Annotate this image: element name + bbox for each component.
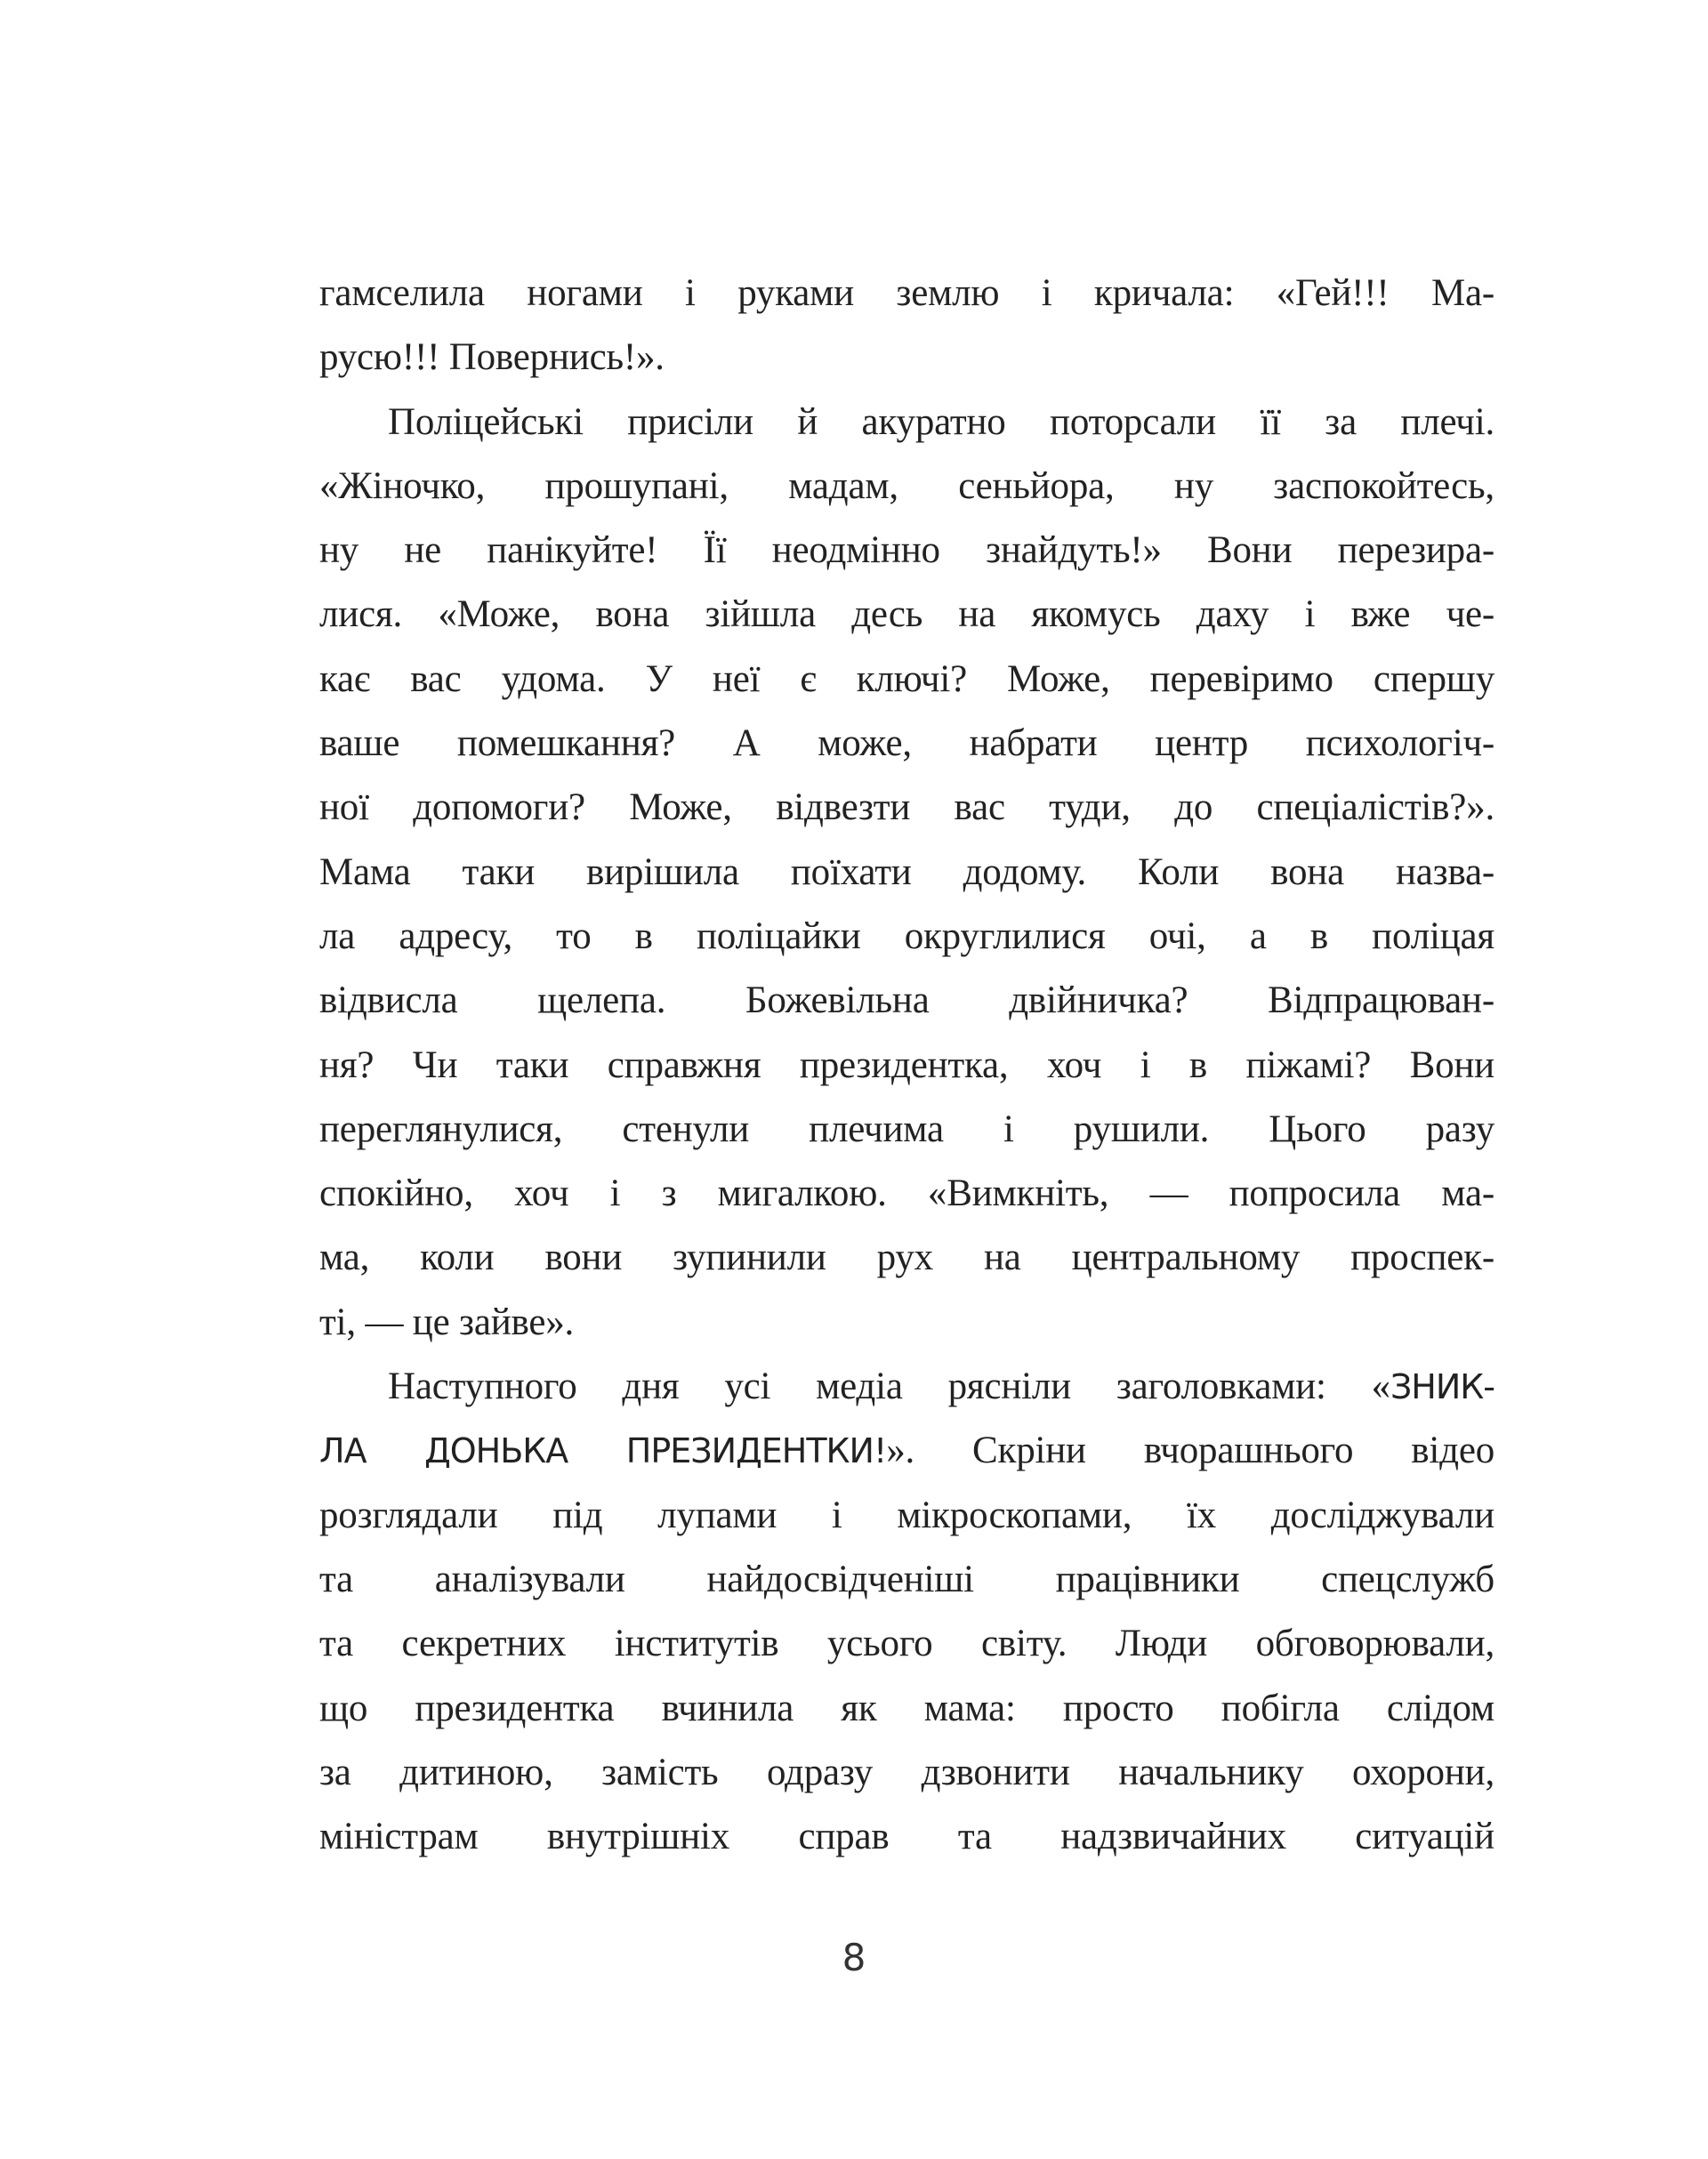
text-line: русю!!! Повернись!».: [319, 336, 665, 379]
text-line: Мама таки вирішила поїхати додому. Коли вона назва-: [319, 850, 1494, 893]
text-line: «Жіночко, прошупані, мадам, сеньйора, ну заспокойтесь,: [319, 464, 1494, 507]
body-text: [319, 262, 1494, 1869]
headline-caps: ЗНИК-: [1390, 1367, 1494, 1407]
text-line: [319, 1355, 1494, 1419]
text-line: лися. «Може, вона зійшла десь на якомусь даху і вже че-: [319, 593, 1494, 636]
text-line: ла адресу, то в поліцайки округлилися очі, а в поліцая: [319, 914, 1494, 957]
text-line: [319, 1419, 1494, 1483]
text-line: ті, — це зайве».: [319, 1301, 575, 1343]
text-line: переглянулися, стенули плечима і рушили. Цього разу: [319, 1108, 1494, 1150]
text-line: ної допомоги? Може, відвезти вас туди, до спеціалістів?».: [319, 786, 1494, 829]
text-line: ма, коли вони зупинили рух на центральному проспек-: [319, 1237, 1494, 1279]
text-line: гамселила ногами і руками землю і кричала: «Гей!!! Ма-: [319, 272, 1494, 314]
text-segment: ». Скріни вчорашнього відео: [886, 1430, 1494, 1472]
text-line: та аналізували найдосвідченіші працівники спецслужб: [319, 1558, 1494, 1600]
text-line: ну не панікуйте! Її неодмінно знайдуть!» Вони перезира-: [319, 529, 1494, 572]
text-line: кає вас удома. У неї є ключі? Може, перевіримо спершу: [319, 657, 1494, 700]
text-line: та секретних інститутів усього світу. Люди обговорювали,: [319, 1623, 1494, 1665]
text-line: міністрам внутрішніх справ та надзвичайних ситуацій: [319, 1816, 1494, 1858]
text-line: спокійно, хоч і з мигалкою. «Вимкніть, — попросила ма-: [319, 1172, 1494, 1215]
text-line: відвисла щелепа. Божевільна двійничка? Відпрацюван-: [319, 979, 1494, 1022]
text-line: ня? Чи таки справжня президентка, хоч і в піжамі? Вони: [319, 1043, 1494, 1086]
text-line: за дитиною, замість одразу дзвонити начальнику охорони,: [319, 1751, 1494, 1793]
text-line: ваше помешкання? А може, набрати центр психологіч-: [319, 722, 1494, 765]
text-line: розглядали під лупами і мікроскопами, їх досліджували: [319, 1494, 1494, 1536]
headline-caps: ЛА ДОНЬКА ПРЕЗИДЕНТКИ!: [319, 1431, 887, 1471]
page-number: 8: [842, 1936, 866, 1979]
text-line: Поліцейські присіли й акуратно поторсали її за плечі.: [388, 400, 1494, 443]
text-line: що президентка вчинила як мама: просто побігла слідом: [319, 1687, 1494, 1729]
text-segment: Наступного дня усі медіа рясніли заголовками: «: [388, 1365, 1390, 1408]
